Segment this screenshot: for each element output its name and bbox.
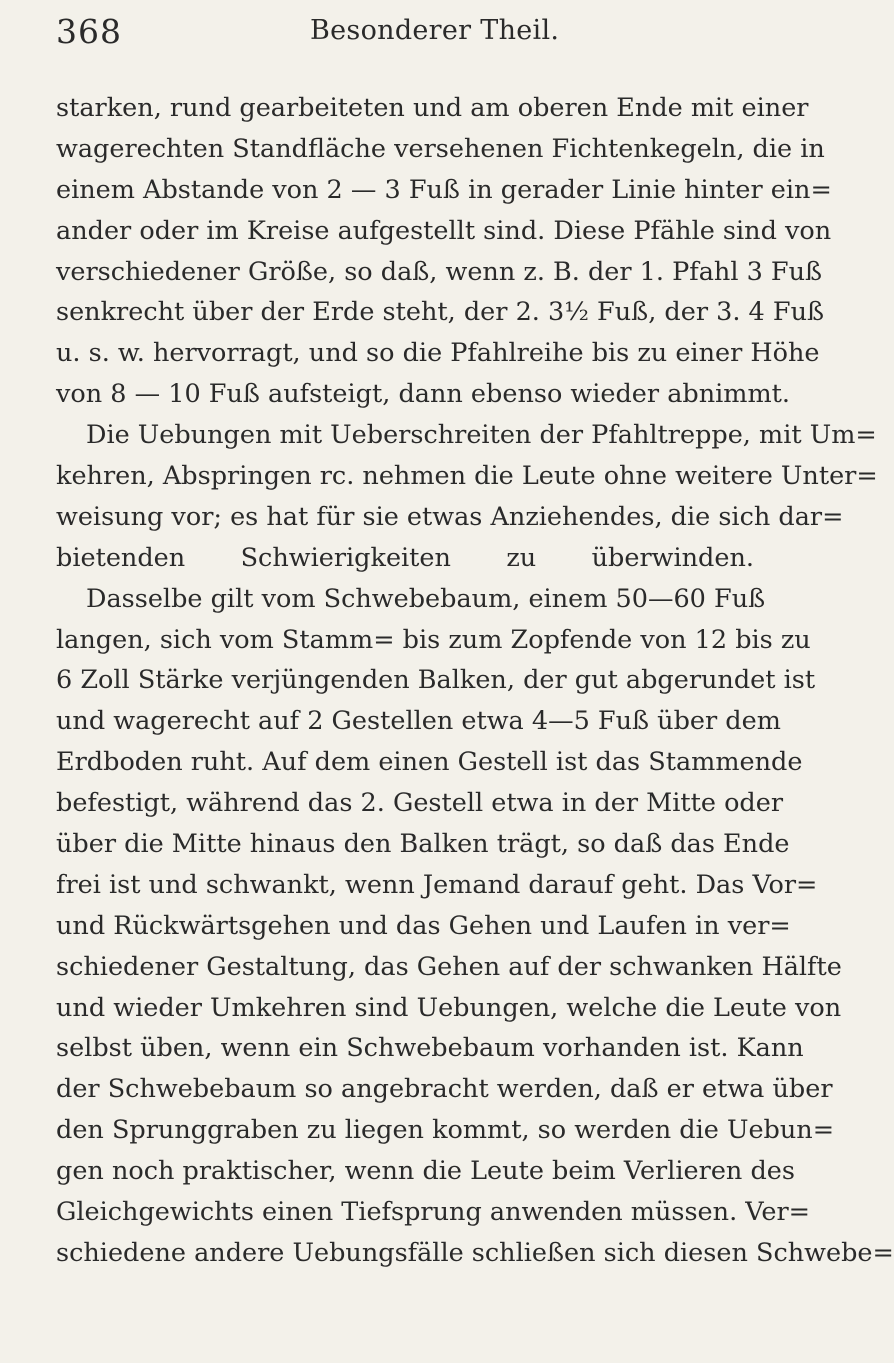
text-line: 6 Zoll Stärke verjüngenden Balken, der gut abgerundet ist [56,665,816,696]
text-line: schiedene andere Uebungsfälle schließen sich diesen Schwebe= [56,1237,894,1268]
text-line: und wagerecht auf 2 Gestellen etwa 4—5 Fuß über dem [56,706,781,737]
text-line: und wieder Umkehren sind Uebungen, welche die Leute von [56,992,842,1023]
page-number: 368 [56,12,122,51]
text-line: bietenden Schwierigkeiten zu überwinden. [56,542,754,573]
text-line: der Schwebebaum so angebracht werden, daß er etwa über [56,1074,833,1105]
text-line: starken, rund gearbeiteten und am oberen Ende mit einer [56,93,809,123]
text-line: Die Uebungen mit Ueberschreiten der Pfahltreppe, mit Um= [86,420,877,451]
text-line: über die Mitte hinaus den Balken trägt, so daß das Ende [56,829,790,860]
page-header [56,8,746,58]
text-line: senkrecht über der Erde steht, der 2. 3½ Fuß, der 3. 4 Fuß [56,297,825,328]
text-line: selbst üben, wenn ein Schwebebaum vorhanden ist. Kann [56,1033,804,1064]
text-line: Gleichgewichts einen Tiefsprung anwenden müssen. Ver= [56,1197,811,1228]
text-line: den Sprunggraben zu liegen kommt, so werden die Uebun= [56,1115,835,1146]
text-line: weisung vor; es hat für sie etwas Anziehendes, die sich dar= [56,501,844,532]
text-line: Erdboden ruht. Auf dem einen Gestell ist das Stammende [56,747,803,778]
running-head: Besonderer Theil. [310,15,560,46]
body-text [56,88,894,1274]
text-line: von 8 — 10 Fuß aufsteigt, dann ebenso wieder abnimmt. [56,379,791,410]
text-line: Dasselbe gilt vom Schwebebaum, einem 50—60 Fuß [86,583,766,614]
text-line: wagerechten Standfläche versehenen Fichtenkegeln, die in [56,133,825,164]
text-line: gen noch praktischer, wenn die Leute beim Verlieren des [56,1156,795,1187]
text-line: frei ist und schwankt, wenn Jemand darauf geht. Das Vor= [56,869,818,900]
text-line: kehren, Abspringen rc. nehmen die Leute ohne weitere Unter= [56,461,878,492]
text-line: befestigt, während das 2. Gestell etwa in der Mitte oder [56,788,784,819]
text-line: schiedener Gestaltung, das Gehen auf der schwanken Hälfte [56,951,842,982]
text-line: u. s. w. hervorragt, und so die Pfahlreihe bis zu einer Höhe [56,338,820,369]
text-line: langen, sich vom Stamm= bis zum Zopfende von 12 bis zu [56,624,811,655]
text-line: einem Abstande von 2 — 3 Fuß in gerader Linie hinter ein= [56,174,832,205]
text-line: verschiedener Größe, so daß, wenn z. B. der 1. Pfahl 3 Fuß [56,256,823,287]
text-line: ander oder im Kreise aufgestellt sind. Diese Pfähle sind von [56,215,832,246]
text-line: und Rückwärtsgehen und das Gehen und Laufen in ver= [56,910,791,941]
